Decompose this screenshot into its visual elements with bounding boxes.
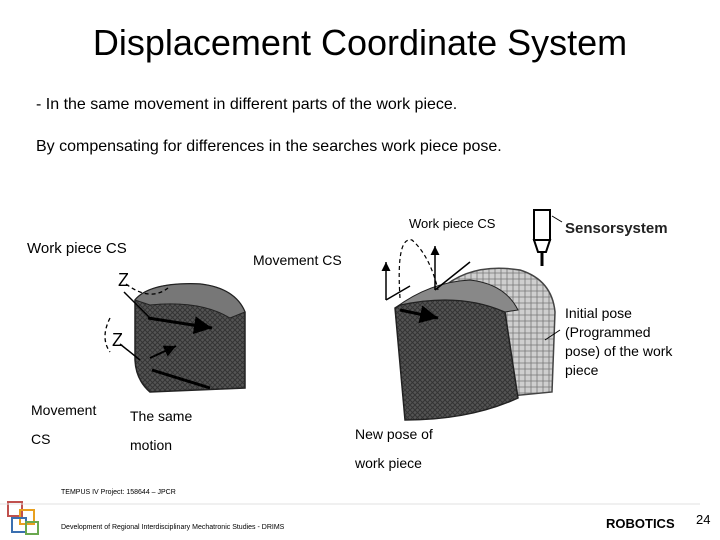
- new-pose-block: [395, 280, 518, 420]
- work-piece-cs-top-label: Work piece CS: [409, 216, 496, 231]
- initial-pose-label: Initial pose (Programmed pose) of the work piece: [565, 305, 673, 378]
- new-pose-label-line1: New pose of: [355, 426, 433, 442]
- bullet-text: - In the same movement in different parts of the work piece.: [36, 96, 458, 113]
- page-number: 24: [696, 512, 711, 527]
- left-work-piece: [135, 284, 245, 392]
- work-piece-cs-label: Work piece CS: [27, 240, 127, 257]
- footer-program: Development of Regional Interdisciplinary Mechatronic Studies - DRIMS: [61, 524, 285, 531]
- motion-label: motion: [130, 437, 173, 453]
- cs-label: CS: [31, 431, 51, 447]
- sensor-icon: [534, 210, 562, 266]
- movement-label: Movement: [31, 402, 97, 418]
- the-same-label: The same: [130, 408, 193, 424]
- footer-logo: [8, 502, 38, 534]
- bullet-text: By compensating for differences in the searches work piece pose.: [36, 138, 502, 155]
- sensorsystem-label: Sensorsystem: [565, 220, 668, 237]
- z-axis-label: Z: [118, 270, 129, 290]
- footer-brand: ROBOTICS: [606, 516, 675, 531]
- z-axis-label: Z: [112, 330, 123, 350]
- movement-cs-label: Movement CS: [253, 252, 342, 268]
- footer-project: TEMPUS IV Project: 158644 – JPCR: [61, 489, 176, 496]
- slide-title: Displacement Coordinate System: [92, 22, 628, 63]
- new-pose-label-line2: work piece: [355, 455, 422, 471]
